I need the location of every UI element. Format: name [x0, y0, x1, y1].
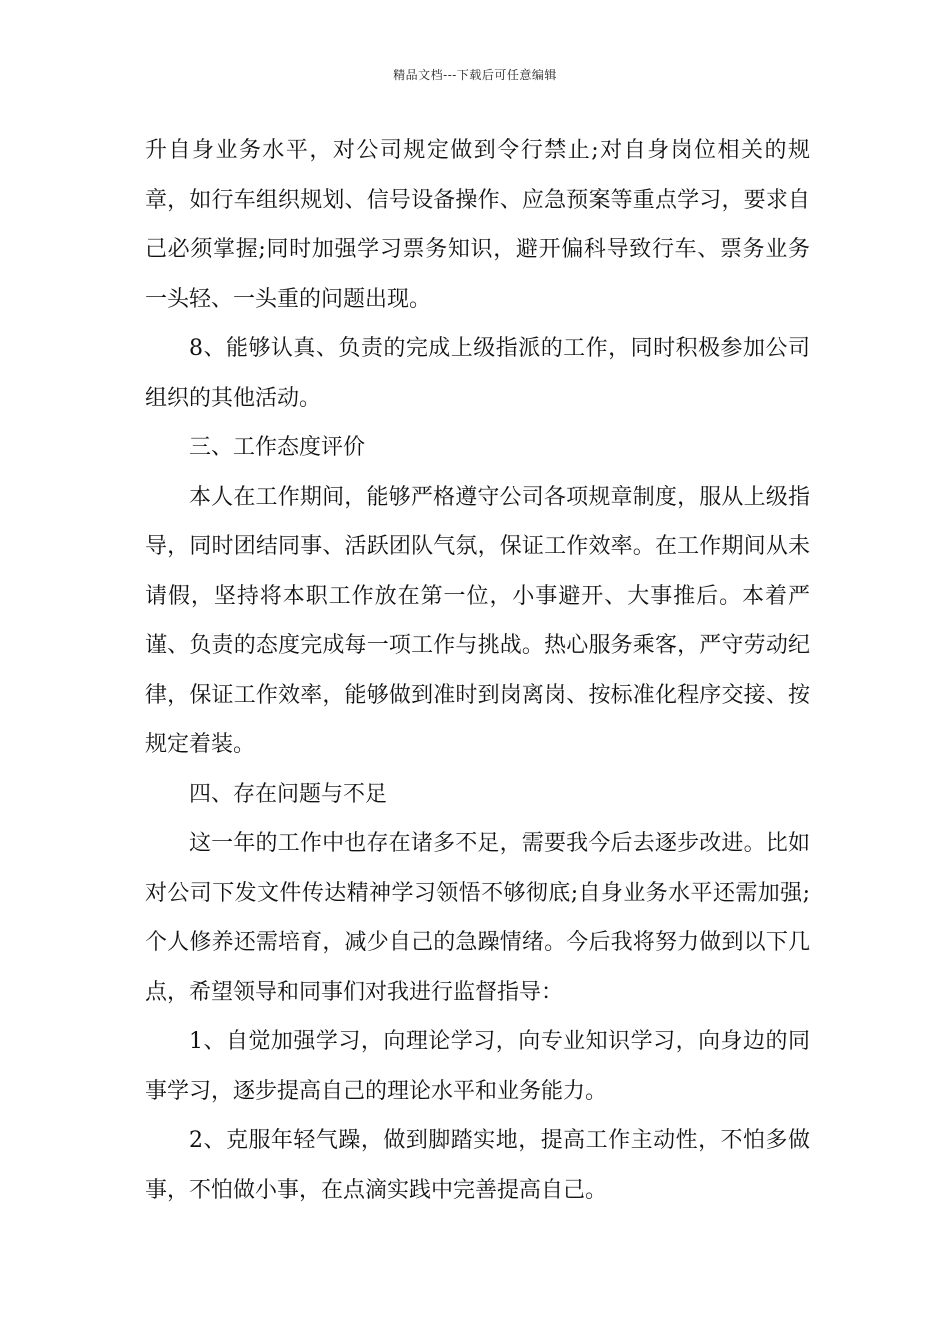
- paragraph-continuation: 升自身业务水平，对公司规定做到令行禁止;对自身岗位相关的规章，如行车组织规划、信号设备操作、应急预案等重点学习，要求自己必须掌握;同时加强学习票务知识，避开偏科导致行车、票务业务一头轻、一头重的问题出现。: [145, 138, 810, 312]
- paragraph-item-8: 8、能够认真、负责的完成上级指派的工作，同时积极参加公司组织的其他活动。: [145, 336, 810, 411]
- section-heading-problems: 四、存在问题与不足: [189, 781, 388, 807]
- document-body: [145, 126, 810, 1215]
- paragraph-problems: 这一年的工作中也存在诸多不足，需要我今后去逐步改进。比如对公司下发文件传达精神学习领悟不够彻底;自身业务水平还需加强;个人修养还需培育，减少自己的急躁情绪。今后我将努力做到以下几点，希望领导和同事们对我进行监督指导：: [145, 831, 810, 1005]
- paragraph-item-2: 2、克服年轻气躁，做到脚踏实地，提高工作主动性，不怕多做事，不怕做小事，在点滴实践中完善提高自己。: [145, 1128, 810, 1203]
- page-header: 精品文档---下载后可任意编辑: [393, 68, 557, 82]
- paragraph-item-1: 1、自觉加强学习，向理论学习，向专业知识学习，向身边的同事学习，逐步提高自己的理论水平和业务能力。: [145, 1029, 810, 1104]
- section-heading-work-attitude: 三、工作态度评价: [189, 435, 366, 460]
- paragraph-work-attitude: 本人在工作期间，能够严格遵守公司各项规章制度，服从上级指导，同时团结同事、活跃团队气氛，保证工作效率。在工作期间从未请假，坚持将本职工作放在第一位，小事避开、大事推后。本着严谨、负责的态度完成每一项工作与挑战。热心服务乘客，严守劳动纪律，保证工作效率，能够做到准时到岗离岗、按标准化程序交接、按规定着装。: [145, 484, 810, 757]
